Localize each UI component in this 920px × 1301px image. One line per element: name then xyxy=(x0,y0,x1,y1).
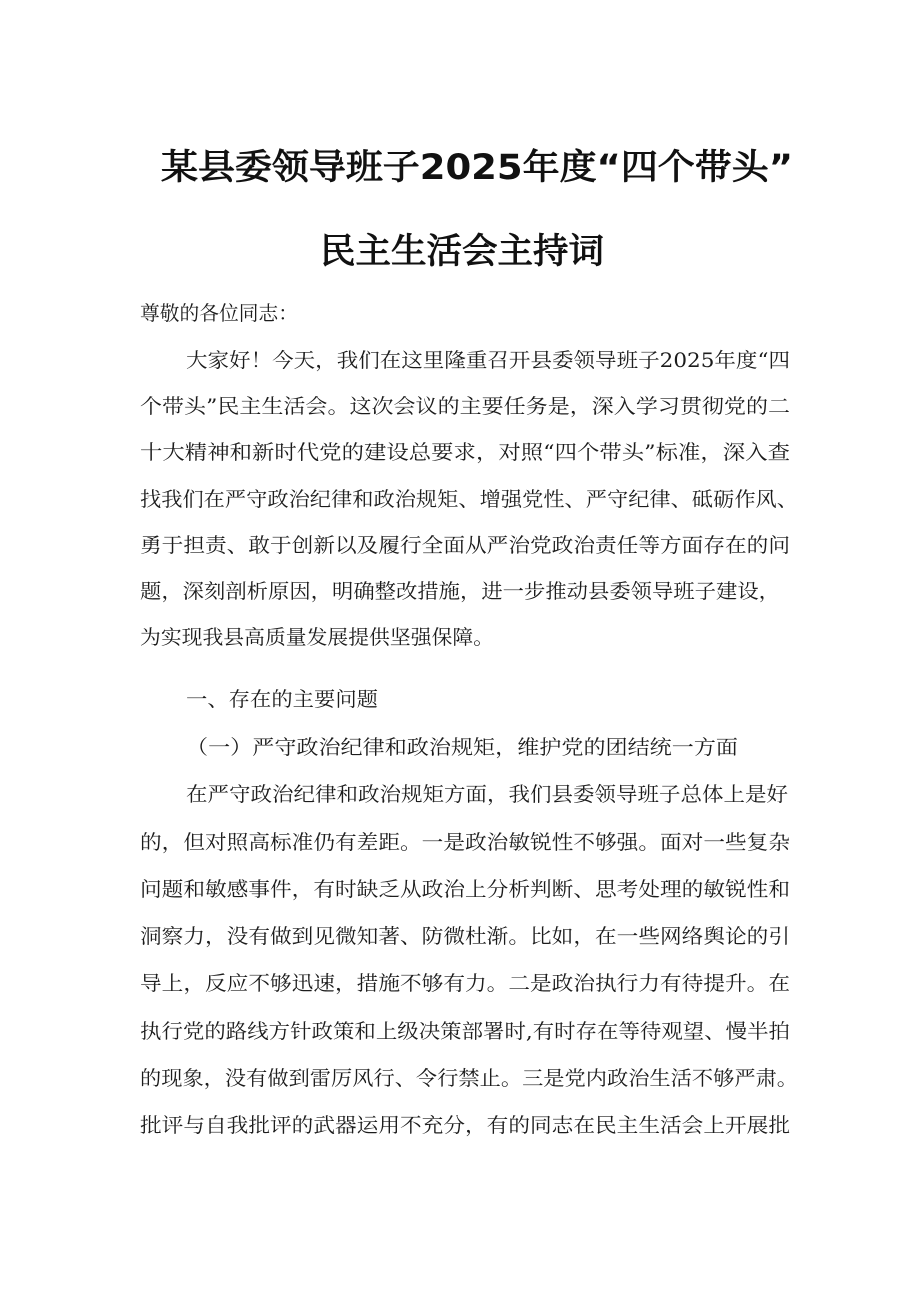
body-line: 勇于担责、敢于创新以及履行全面从严治党政治责任等方面存在的问 xyxy=(140,533,790,557)
body-line: 为实现我县高质量发展提供坚强保障。 xyxy=(140,625,494,649)
body-line: 找我们在严守政治纪律和政治规矩、增强党性、严守纪律、砥砺作风、 xyxy=(140,487,798,511)
body-line: 个带头”民主生活会。这次会议的主要任务是，深入学习贯彻党的二 xyxy=(140,394,790,418)
body-line: 大家好！今天，我们在这里隆重召开县委领导班子2025年度“四 xyxy=(186,348,790,372)
body-line: 的，但对照高标准仍有差距。一是政治敏锐性不够强。面对一些复杂 xyxy=(140,830,790,854)
body-line: 执行党的路线方针政策和上级决策部署时,有时存在等待观望、慢半拍 xyxy=(140,1019,790,1043)
body-line: 批评与自我批评的武器运用不充分，有的同志在民主生活会上开展批 xyxy=(140,1113,790,1137)
section-heading: 一、存在的主要问题 xyxy=(186,687,378,711)
body-line: 题，深刻剖析原因，明确整改措施，进一步推动县委领导班子建设， xyxy=(140,579,781,603)
document-title-line-2: 民主生活会主持词 xyxy=(319,232,604,272)
body-line: 洞察力，没有做到见微知著、防微杜渐。比如，在一些网络舆论的引 xyxy=(140,924,790,948)
body-line: 问题和敏感事件，有时缺乏从政治上分析判断、思考处理的敏锐性和 xyxy=(140,877,790,901)
body-line: 在严守政治纪律和政治规矩方面，我们县委领导班子总体上是好 xyxy=(186,782,788,806)
document-title-line-1: 某县委领导班子2025年度“四个带头” xyxy=(160,148,793,188)
body-line: 导上，反应不够迅速，措施不够有力。二是政治执行力有待提升。在 xyxy=(140,971,790,995)
salutation: 尊敬的各位同志： xyxy=(140,301,298,325)
subsection-heading: （一）严守政治纪律和政治规矩，维护党的团结统一方面 xyxy=(186,735,738,759)
body-line: 十大精神和新时代党的建设总要求，对照“四个带头”标准，深入查 xyxy=(140,440,790,464)
body-line: 的现象，没有做到雷厉风行、令行禁止。三是党内政治生活不够严肃。 xyxy=(140,1066,798,1090)
